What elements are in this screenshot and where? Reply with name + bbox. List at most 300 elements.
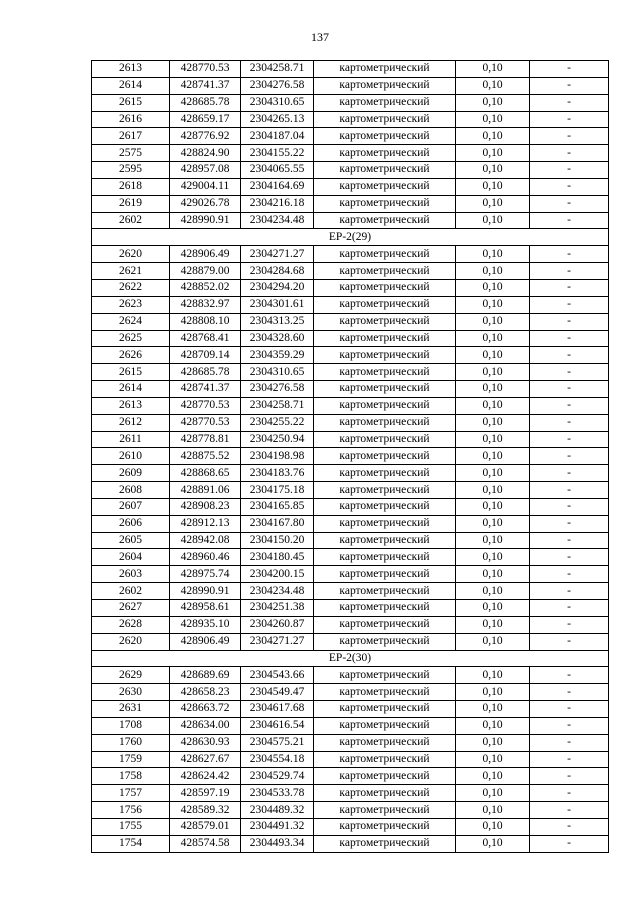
precision-cell: 0,10 xyxy=(456,145,530,162)
precision-cell: 0,10 xyxy=(456,802,530,819)
x-coordinate-cell: 428574.58 xyxy=(170,835,241,852)
table-row xyxy=(92,482,609,499)
dash-cell: - xyxy=(530,768,609,785)
method-cell: картометрический xyxy=(314,111,456,128)
method-cell: картометрический xyxy=(314,77,456,94)
coordinates-table xyxy=(91,60,609,853)
precision-cell: 0,10 xyxy=(456,667,530,684)
point-number-cell: 2575 xyxy=(92,145,170,162)
precision-cell: 0,10 xyxy=(456,583,530,600)
method-cell: картометрический xyxy=(314,549,456,566)
point-number-cell: 2615 xyxy=(92,94,170,111)
method-cell: картометрический xyxy=(314,296,456,313)
y-coordinate-cell: 2304265.13 xyxy=(241,111,314,128)
y-coordinate-cell: 2304284.68 xyxy=(241,263,314,280)
method-cell: картометрический xyxy=(314,431,456,448)
y-coordinate-cell: 2304554.18 xyxy=(241,751,314,768)
dash-cell: - xyxy=(530,465,609,482)
x-coordinate-cell: 428776.92 xyxy=(170,128,241,145)
table-row xyxy=(92,465,609,482)
y-coordinate-cell: 2304216.18 xyxy=(241,195,314,212)
x-coordinate-cell: 428879.00 xyxy=(170,263,241,280)
precision-cell: 0,10 xyxy=(456,701,530,718)
dash-cell: - xyxy=(530,162,609,179)
dash-cell: - xyxy=(530,195,609,212)
x-coordinate-cell: 428808.10 xyxy=(170,313,241,330)
point-number-cell: 2631 xyxy=(92,701,170,718)
method-cell: картометрический xyxy=(314,734,456,751)
dash-cell: - xyxy=(530,246,609,263)
method-cell: картометрический xyxy=(314,818,456,835)
dash-cell: - xyxy=(530,94,609,111)
y-coordinate-cell: 2304150.20 xyxy=(241,532,314,549)
y-coordinate-cell: 2304175.18 xyxy=(241,482,314,499)
y-coordinate-cell: 2304180.45 xyxy=(241,549,314,566)
y-coordinate-cell: 2304276.58 xyxy=(241,77,314,94)
section-label: ЕР-2(30) xyxy=(92,650,609,667)
y-coordinate-cell: 2304313.25 xyxy=(241,313,314,330)
table-row xyxy=(92,566,609,583)
point-number-cell: 2624 xyxy=(92,313,170,330)
y-coordinate-cell: 2304271.27 xyxy=(241,633,314,650)
method-cell: картометрический xyxy=(314,600,456,617)
precision-cell: 0,10 xyxy=(456,600,530,617)
table-row xyxy=(92,347,609,364)
precision-cell: 0,10 xyxy=(456,515,530,532)
x-coordinate-cell: 428832.97 xyxy=(170,296,241,313)
method-cell: картометрический xyxy=(314,498,456,515)
table-row xyxy=(92,583,609,600)
y-coordinate-cell: 2304575.21 xyxy=(241,734,314,751)
point-number-cell: 2623 xyxy=(92,296,170,313)
x-coordinate-cell: 428957.08 xyxy=(170,162,241,179)
y-coordinate-cell: 2304533.78 xyxy=(241,785,314,802)
precision-cell: 0,10 xyxy=(456,279,530,296)
y-coordinate-cell: 2304234.48 xyxy=(241,212,314,229)
point-number-cell: 2595 xyxy=(92,162,170,179)
method-cell: картометрический xyxy=(314,263,456,280)
precision-cell: 0,10 xyxy=(456,111,530,128)
y-coordinate-cell: 2304164.69 xyxy=(241,178,314,195)
table-row xyxy=(92,448,609,465)
point-number-cell: 2613 xyxy=(92,61,170,78)
x-coordinate-cell: 428778.81 xyxy=(170,431,241,448)
x-coordinate-cell: 428770.53 xyxy=(170,414,241,431)
dash-cell: - xyxy=(530,566,609,583)
x-coordinate-cell: 428634.00 xyxy=(170,717,241,734)
y-coordinate-cell: 2304260.87 xyxy=(241,616,314,633)
method-cell: картометрический xyxy=(314,616,456,633)
page-number: 137 xyxy=(311,30,329,44)
precision-cell: 0,10 xyxy=(456,212,530,229)
table-row xyxy=(92,532,609,549)
method-cell: картометрический xyxy=(314,785,456,802)
x-coordinate-cell: 428935.10 xyxy=(170,616,241,633)
precision-cell: 0,10 xyxy=(456,448,530,465)
section-header-row xyxy=(92,650,609,667)
point-number-cell: 2611 xyxy=(92,431,170,448)
dash-cell: - xyxy=(530,515,609,532)
table-row xyxy=(92,145,609,162)
x-coordinate-cell: 428768.41 xyxy=(170,330,241,347)
x-coordinate-cell: 428990.91 xyxy=(170,212,241,229)
dash-cell: - xyxy=(530,128,609,145)
y-coordinate-cell: 2304493.34 xyxy=(241,835,314,852)
x-coordinate-cell: 428659.17 xyxy=(170,111,241,128)
x-coordinate-cell: 428741.37 xyxy=(170,381,241,398)
table-row xyxy=(92,751,609,768)
point-number-cell: 1760 xyxy=(92,734,170,751)
point-number-cell: 2617 xyxy=(92,128,170,145)
y-coordinate-cell: 2304310.65 xyxy=(241,94,314,111)
x-coordinate-cell: 428630.93 xyxy=(170,734,241,751)
table-row xyxy=(92,414,609,431)
table-row xyxy=(92,296,609,313)
method-cell: картометрический xyxy=(314,583,456,600)
x-coordinate-cell: 428597.19 xyxy=(170,785,241,802)
x-coordinate-cell: 428975.74 xyxy=(170,566,241,583)
point-number-cell: 2622 xyxy=(92,279,170,296)
precision-cell: 0,10 xyxy=(456,482,530,499)
x-coordinate-cell: 429026.78 xyxy=(170,195,241,212)
x-coordinate-cell: 428868.65 xyxy=(170,465,241,482)
point-number-cell: 2620 xyxy=(92,633,170,650)
x-coordinate-cell: 428906.49 xyxy=(170,633,241,650)
point-number-cell: 2603 xyxy=(92,566,170,583)
precision-cell: 0,10 xyxy=(456,94,530,111)
precision-cell: 0,10 xyxy=(456,785,530,802)
x-coordinate-cell: 428689.69 xyxy=(170,667,241,684)
point-number-cell: 2608 xyxy=(92,482,170,499)
dash-cell: - xyxy=(530,600,609,617)
x-coordinate-cell: 428990.91 xyxy=(170,583,241,600)
x-coordinate-cell: 428912.13 xyxy=(170,515,241,532)
y-coordinate-cell: 2304616.54 xyxy=(241,717,314,734)
method-cell: картометрический xyxy=(314,381,456,398)
table-row xyxy=(92,61,609,78)
method-cell: картометрический xyxy=(314,178,456,195)
y-coordinate-cell: 2304065.55 xyxy=(241,162,314,179)
method-cell: картометрический xyxy=(314,212,456,229)
dash-cell: - xyxy=(530,633,609,650)
dash-cell: - xyxy=(530,263,609,280)
y-coordinate-cell: 2304276.58 xyxy=(241,381,314,398)
y-coordinate-cell: 2304183.76 xyxy=(241,465,314,482)
point-number-cell: 1754 xyxy=(92,835,170,852)
point-number-cell: 1708 xyxy=(92,717,170,734)
method-cell: картометрический xyxy=(314,279,456,296)
table-row xyxy=(92,667,609,684)
x-coordinate-cell: 428942.08 xyxy=(170,532,241,549)
point-number-cell: 1759 xyxy=(92,751,170,768)
table-row xyxy=(92,431,609,448)
x-coordinate-cell: 428624.42 xyxy=(170,768,241,785)
point-number-cell: 2616 xyxy=(92,111,170,128)
table-row xyxy=(92,94,609,111)
x-coordinate-cell: 429004.11 xyxy=(170,178,241,195)
dash-cell: - xyxy=(530,802,609,819)
dash-cell: - xyxy=(530,684,609,701)
precision-cell: 0,10 xyxy=(456,162,530,179)
method-cell: картометрический xyxy=(314,768,456,785)
precision-cell: 0,10 xyxy=(456,77,530,94)
point-number-cell: 1755 xyxy=(92,818,170,835)
table-row xyxy=(92,515,609,532)
point-number-cell: 1756 xyxy=(92,802,170,819)
method-cell: картометрический xyxy=(314,347,456,364)
table-row xyxy=(92,802,609,819)
table-row xyxy=(92,768,609,785)
y-coordinate-cell: 2304489.32 xyxy=(241,802,314,819)
table-row xyxy=(92,178,609,195)
precision-cell: 0,10 xyxy=(456,296,530,313)
precision-cell: 0,10 xyxy=(456,246,530,263)
dash-cell: - xyxy=(530,61,609,78)
dash-cell: - xyxy=(530,397,609,414)
precision-cell: 0,10 xyxy=(456,734,530,751)
y-coordinate-cell: 2304187.04 xyxy=(241,128,314,145)
x-coordinate-cell: 428663.72 xyxy=(170,701,241,718)
point-number-cell: 2606 xyxy=(92,515,170,532)
y-coordinate-cell: 2304234.48 xyxy=(241,583,314,600)
method-cell: картометрический xyxy=(314,162,456,179)
dash-cell: - xyxy=(530,431,609,448)
x-coordinate-cell: 428589.32 xyxy=(170,802,241,819)
point-number-cell: 2612 xyxy=(92,414,170,431)
section-label: ЕР-2(29) xyxy=(92,229,609,246)
table-row xyxy=(92,128,609,145)
dash-cell: - xyxy=(530,532,609,549)
precision-cell: 0,10 xyxy=(456,818,530,835)
table-row xyxy=(92,397,609,414)
method-cell: картометрический xyxy=(314,195,456,212)
point-number-cell: 2614 xyxy=(92,77,170,94)
point-number-cell: 2602 xyxy=(92,212,170,229)
x-coordinate-cell: 428824.90 xyxy=(170,145,241,162)
method-cell: картометрический xyxy=(314,751,456,768)
precision-cell: 0,10 xyxy=(456,498,530,515)
point-number-cell: 2604 xyxy=(92,549,170,566)
table-row xyxy=(92,717,609,734)
y-coordinate-cell: 2304359.29 xyxy=(241,347,314,364)
table-row xyxy=(92,212,609,229)
table-row xyxy=(92,162,609,179)
method-cell: картометрический xyxy=(314,667,456,684)
table-row xyxy=(92,734,609,751)
dash-cell: - xyxy=(530,717,609,734)
dash-cell: - xyxy=(530,313,609,330)
precision-cell: 0,10 xyxy=(456,128,530,145)
y-coordinate-cell: 2304251.38 xyxy=(241,600,314,617)
point-number-cell: 2628 xyxy=(92,616,170,633)
method-cell: картометрический xyxy=(314,128,456,145)
table-row xyxy=(92,633,609,650)
table-row xyxy=(92,111,609,128)
y-coordinate-cell: 2304258.71 xyxy=(241,61,314,78)
point-number-cell: 2613 xyxy=(92,397,170,414)
method-cell: картометрический xyxy=(314,532,456,549)
point-number-cell: 2605 xyxy=(92,532,170,549)
point-number-cell: 2618 xyxy=(92,178,170,195)
x-coordinate-cell: 428958.61 xyxy=(170,600,241,617)
y-coordinate-cell: 2304549.47 xyxy=(241,684,314,701)
table-row xyxy=(92,263,609,280)
dash-cell: - xyxy=(530,701,609,718)
y-coordinate-cell: 2304255.22 xyxy=(241,414,314,431)
y-coordinate-cell: 2304271.27 xyxy=(241,246,314,263)
point-number-cell: 2626 xyxy=(92,347,170,364)
dash-cell: - xyxy=(530,279,609,296)
method-cell: картометрический xyxy=(314,684,456,701)
dash-cell: - xyxy=(530,178,609,195)
dash-cell: - xyxy=(530,616,609,633)
point-number-cell: 2615 xyxy=(92,364,170,381)
x-coordinate-cell: 428770.53 xyxy=(170,397,241,414)
table-row xyxy=(92,684,609,701)
method-cell: картометрический xyxy=(314,835,456,852)
method-cell: картометрический xyxy=(314,633,456,650)
method-cell: картометрический xyxy=(314,313,456,330)
table-row xyxy=(92,600,609,617)
x-coordinate-cell: 428875.52 xyxy=(170,448,241,465)
x-coordinate-cell: 428852.02 xyxy=(170,279,241,296)
y-coordinate-cell: 2304258.71 xyxy=(241,397,314,414)
method-cell: картометрический xyxy=(314,145,456,162)
table-row xyxy=(92,77,609,94)
x-coordinate-cell: 428685.78 xyxy=(170,364,241,381)
table-row xyxy=(92,364,609,381)
method-cell: картометрический xyxy=(314,397,456,414)
precision-cell: 0,10 xyxy=(456,313,530,330)
table-row xyxy=(92,313,609,330)
precision-cell: 0,10 xyxy=(456,414,530,431)
dash-cell: - xyxy=(530,77,609,94)
point-number-cell: 2607 xyxy=(92,498,170,515)
point-number-cell: 2621 xyxy=(92,263,170,280)
dash-cell: - xyxy=(530,751,609,768)
dash-cell: - xyxy=(530,347,609,364)
precision-cell: 0,10 xyxy=(456,195,530,212)
method-cell: картометрический xyxy=(314,717,456,734)
method-cell: картометрический xyxy=(314,482,456,499)
y-coordinate-cell: 2304198.98 xyxy=(241,448,314,465)
point-number-cell: 2627 xyxy=(92,600,170,617)
dash-cell: - xyxy=(530,381,609,398)
x-coordinate-cell: 428906.49 xyxy=(170,246,241,263)
dash-cell: - xyxy=(530,111,609,128)
dash-cell: - xyxy=(530,448,609,465)
x-coordinate-cell: 428709.14 xyxy=(170,347,241,364)
dash-cell: - xyxy=(530,482,609,499)
y-coordinate-cell: 2304294.20 xyxy=(241,279,314,296)
precision-cell: 0,10 xyxy=(456,633,530,650)
precision-cell: 0,10 xyxy=(456,616,530,633)
point-number-cell: 2630 xyxy=(92,684,170,701)
table-row xyxy=(92,246,609,263)
precision-cell: 0,10 xyxy=(456,751,530,768)
y-coordinate-cell: 2304617.68 xyxy=(241,701,314,718)
table-row xyxy=(92,616,609,633)
method-cell: картометрический xyxy=(314,515,456,532)
method-cell: картометрический xyxy=(314,364,456,381)
point-number-cell: 2614 xyxy=(92,381,170,398)
dash-cell: - xyxy=(530,785,609,802)
point-number-cell: 2610 xyxy=(92,448,170,465)
y-coordinate-cell: 2304529.74 xyxy=(241,768,314,785)
method-cell: картометрический xyxy=(314,566,456,583)
dash-cell: - xyxy=(530,583,609,600)
method-cell: картометрический xyxy=(314,330,456,347)
y-coordinate-cell: 2304165.85 xyxy=(241,498,314,515)
dash-cell: - xyxy=(530,414,609,431)
point-number-cell: 2619 xyxy=(92,195,170,212)
table-row xyxy=(92,549,609,566)
dash-cell: - xyxy=(530,296,609,313)
x-coordinate-cell: 428658.23 xyxy=(170,684,241,701)
dash-cell: - xyxy=(530,212,609,229)
table-row xyxy=(92,818,609,835)
method-cell: картометрический xyxy=(314,94,456,111)
precision-cell: 0,10 xyxy=(456,431,530,448)
dash-cell: - xyxy=(530,145,609,162)
y-coordinate-cell: 2304250.94 xyxy=(241,431,314,448)
table-row xyxy=(92,330,609,347)
y-coordinate-cell: 2304491.32 xyxy=(241,818,314,835)
point-number-cell: 2620 xyxy=(92,246,170,263)
point-number-cell: 1758 xyxy=(92,768,170,785)
table-row xyxy=(92,381,609,398)
x-coordinate-cell: 428579.01 xyxy=(170,818,241,835)
dash-cell: - xyxy=(530,667,609,684)
point-number-cell: 2625 xyxy=(92,330,170,347)
y-coordinate-cell: 2304155.22 xyxy=(241,145,314,162)
table-row xyxy=(92,498,609,515)
x-coordinate-cell: 428770.53 xyxy=(170,61,241,78)
method-cell: картометрический xyxy=(314,61,456,78)
precision-cell: 0,10 xyxy=(456,263,530,280)
point-number-cell: 2629 xyxy=(92,667,170,684)
precision-cell: 0,10 xyxy=(456,178,530,195)
y-coordinate-cell: 2304328.60 xyxy=(241,330,314,347)
section-header-row xyxy=(92,229,609,246)
method-cell: картометрический xyxy=(314,448,456,465)
method-cell: картометрический xyxy=(314,465,456,482)
precision-cell: 0,10 xyxy=(456,61,530,78)
coordinates-table-body xyxy=(92,61,609,853)
y-coordinate-cell: 2304167.80 xyxy=(241,515,314,532)
x-coordinate-cell: 428891.06 xyxy=(170,482,241,499)
precision-cell: 0,10 xyxy=(456,717,530,734)
x-coordinate-cell: 428960.46 xyxy=(170,549,241,566)
table-row xyxy=(92,785,609,802)
precision-cell: 0,10 xyxy=(456,835,530,852)
point-number-cell: 2609 xyxy=(92,465,170,482)
precision-cell: 0,10 xyxy=(456,381,530,398)
y-coordinate-cell: 2304543.66 xyxy=(241,667,314,684)
precision-cell: 0,10 xyxy=(456,330,530,347)
x-coordinate-cell: 428685.78 xyxy=(170,94,241,111)
dash-cell: - xyxy=(530,734,609,751)
point-number-cell: 2602 xyxy=(92,583,170,600)
dash-cell: - xyxy=(530,835,609,852)
table-row xyxy=(92,195,609,212)
x-coordinate-cell: 428741.37 xyxy=(170,77,241,94)
precision-cell: 0,10 xyxy=(456,347,530,364)
point-number-cell: 1757 xyxy=(92,785,170,802)
precision-cell: 0,10 xyxy=(456,684,530,701)
y-coordinate-cell: 2304310.65 xyxy=(241,364,314,381)
precision-cell: 0,10 xyxy=(456,532,530,549)
